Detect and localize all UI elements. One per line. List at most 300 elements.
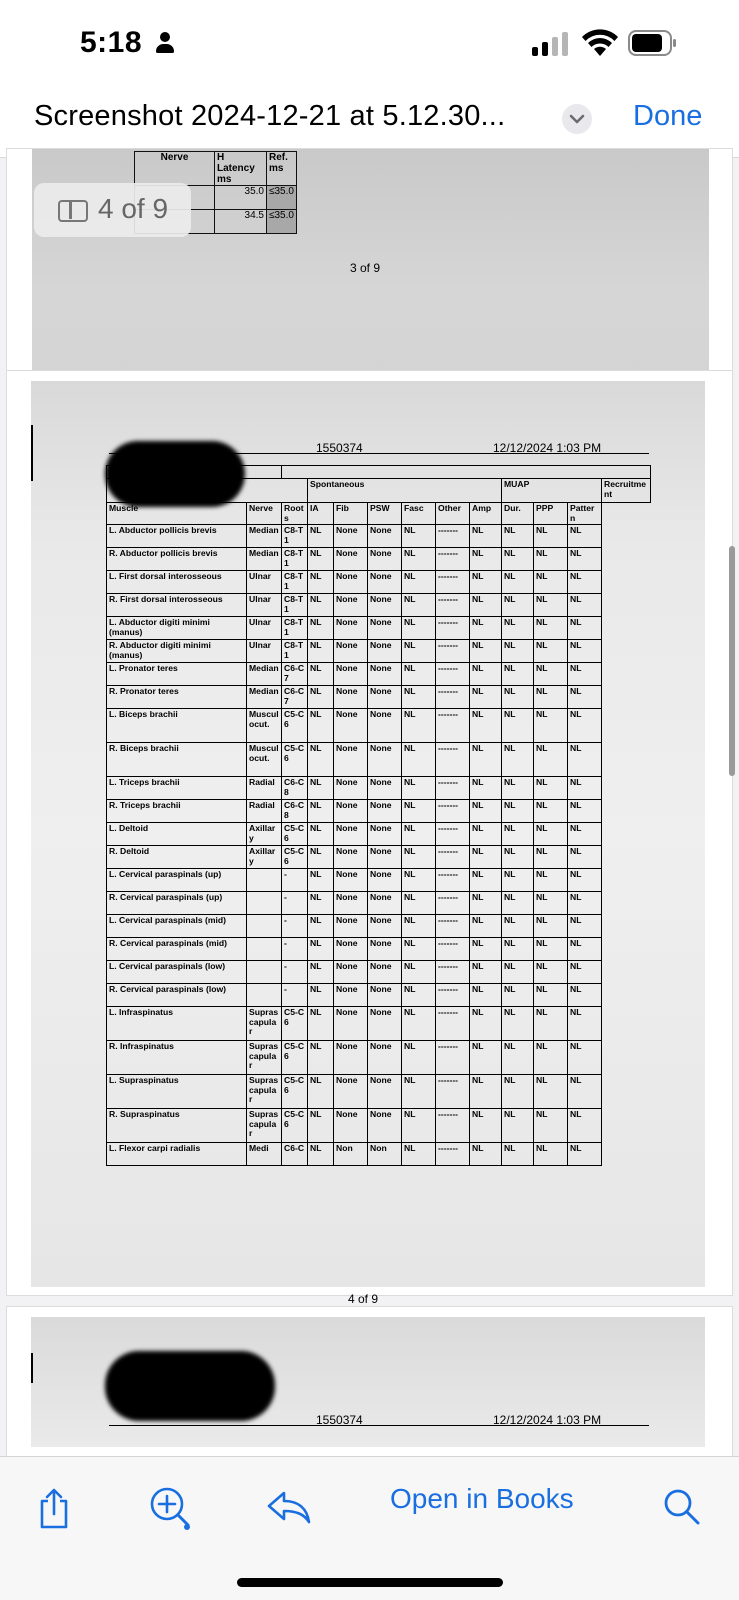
spacer [602, 743, 651, 777]
cell-nerve: Median [247, 686, 282, 709]
cell-roots: C8-T1 [282, 548, 308, 571]
spacer [602, 846, 651, 869]
cell-muscle: R. Cervical paraspinals (mid) [107, 938, 247, 961]
cell-dur: NL [502, 594, 534, 617]
cell-dur: NL [502, 525, 534, 548]
cell-roots: C5-C6 [282, 1075, 308, 1109]
cell-muscle: L. Deltoid [107, 823, 247, 846]
table-title: EMG Summary Table [107, 466, 282, 479]
cell-amp: NL [470, 984, 502, 1007]
spacer [602, 1075, 651, 1109]
cell-other: ------- [436, 709, 470, 743]
cell-fib: None [334, 892, 368, 915]
table-cell: 34.5 [215, 210, 267, 234]
markup-zoom-icon[interactable] [148, 1485, 194, 1531]
home-indicator[interactable] [237, 1578, 503, 1587]
cell-fasc: NL [402, 984, 436, 1007]
cell-other: ------- [436, 743, 470, 777]
page-4 [6, 370, 733, 1306]
cell-muscle: R. Pronator teres [107, 686, 247, 709]
cell-psw: None [368, 594, 402, 617]
cell-nerve: Ulnar [247, 617, 282, 640]
cell-ia: NL [308, 984, 334, 1007]
cell-fib: None [334, 800, 368, 823]
cell-other: ------- [436, 823, 470, 846]
cell-roots: C6-C [282, 1143, 308, 1166]
cell-psw: None [368, 869, 402, 892]
col-header: Fasc [402, 503, 436, 525]
cell-fib: None [334, 743, 368, 777]
cell-ppp: NL [534, 777, 568, 800]
cell-psw: None [368, 548, 402, 571]
table-row [107, 1007, 651, 1041]
cell-dur: NL [502, 915, 534, 938]
cell-muscle: R. Cervical paraspinals (up) [107, 892, 247, 915]
cell-ia: NL [308, 571, 334, 594]
cell-muscle: R. First dorsal interosseous [107, 594, 247, 617]
cell-fasc: NL [402, 1041, 436, 1075]
cell-fasc: NL [402, 548, 436, 571]
spacer [602, 525, 651, 548]
cell-roots: C8-T1 [282, 617, 308, 640]
cell-ppp: NL [534, 663, 568, 686]
cell-ppp: NL [534, 1143, 568, 1166]
cell-ia: NL [308, 892, 334, 915]
cell-fasc: NL [402, 525, 436, 548]
share-icon[interactable] [36, 1487, 72, 1529]
spacer [602, 777, 651, 800]
cell-ppp: NL [534, 1007, 568, 1041]
table-cell: ≤35.0 [267, 210, 297, 234]
cell-muscle: R. Triceps brachii [107, 800, 247, 823]
cell-fib: None [334, 1075, 368, 1109]
cell-other: ------- [436, 892, 470, 915]
cell-muscle: L. Supraspinatus [107, 1075, 247, 1109]
cell-fib: None [334, 548, 368, 571]
page-4-photo [31, 381, 705, 1306]
col-header: Roots [282, 503, 308, 525]
cell-nerve: Suprascapular [247, 1075, 282, 1109]
spacer [602, 800, 651, 823]
table-row [107, 617, 651, 640]
cell-amp: NL [470, 686, 502, 709]
cell-fasc: NL [402, 594, 436, 617]
cell-nerve: Medi [247, 1143, 282, 1166]
cell-pattern: NL [568, 846, 602, 869]
cell-ppp: NL [534, 938, 568, 961]
cell-dur: NL [502, 1007, 534, 1041]
cell-amp: NL [470, 846, 502, 869]
cell-roots: - [282, 915, 308, 938]
cell-muscle: L. Cervical paraspinals (mid) [107, 915, 247, 938]
cell-other: ------- [436, 617, 470, 640]
cell-nerve: Suprascapular [247, 1109, 282, 1143]
cell-psw: None [368, 892, 402, 915]
cell-pattern: NL [568, 709, 602, 743]
cell-fib: None [334, 1041, 368, 1075]
cell-amp: NL [470, 823, 502, 846]
cell-roots: C6-C7 [282, 686, 308, 709]
cell-psw: None [368, 1109, 402, 1143]
spacer [602, 571, 651, 594]
cell-other: ------- [436, 800, 470, 823]
table-row [107, 915, 651, 938]
cell-ppp: NL [534, 743, 568, 777]
cell-amp: NL [470, 1041, 502, 1075]
cell-fasc: NL [402, 709, 436, 743]
cell-ppp: NL [534, 869, 568, 892]
table-row [107, 869, 651, 892]
cell-fasc: NL [402, 617, 436, 640]
cell-dur: NL [502, 892, 534, 915]
cell-other: ------- [436, 686, 470, 709]
cell-other: ------- [436, 846, 470, 869]
cell-psw: None [368, 1075, 402, 1109]
cell-psw: None [368, 800, 402, 823]
cell-pattern: NL [568, 640, 602, 663]
cell-dur: NL [502, 869, 534, 892]
cell-dur: NL [502, 961, 534, 984]
cell-pattern: NL [568, 984, 602, 1007]
cell-other: ------- [436, 984, 470, 1007]
cell-amp: NL [470, 892, 502, 915]
cell-ppp: NL [534, 915, 568, 938]
cell-dur: NL [502, 777, 534, 800]
person-icon [155, 32, 175, 54]
cell-fib: None [334, 640, 368, 663]
col-header: Ref. ms [267, 152, 297, 186]
table-title-spacer [282, 466, 651, 479]
cell-roots: - [282, 984, 308, 1007]
cell-fib: None [334, 823, 368, 846]
cell-psw: None [368, 640, 402, 663]
cell-fasc: NL [402, 915, 436, 938]
cell-psw: None [368, 846, 402, 869]
cell-fasc: NL [402, 777, 436, 800]
page-indicator-label: 4 of 9 [98, 193, 169, 224]
table-row [107, 961, 651, 984]
open-in-books-button[interactable]: Open in Books [390, 1483, 574, 1514]
spacer [602, 984, 651, 1007]
cell-dur: NL [502, 823, 534, 846]
cell-fasc: NL [402, 640, 436, 663]
page-footer: 3 of 9 [350, 261, 381, 275]
cell-muscle: L. Biceps brachii [107, 709, 247, 743]
cell-roots: C5-C6 [282, 743, 308, 777]
cell-muscle: L. Infraspinatus [107, 1007, 247, 1041]
col-header: Pattern [568, 503, 602, 525]
cell-ppp: NL [534, 548, 568, 571]
cell-pattern: NL [568, 663, 602, 686]
cell-ppp: NL [534, 1109, 568, 1143]
cell-dur: NL [502, 743, 534, 777]
cell-psw: None [368, 961, 402, 984]
cell-ppp: NL [534, 617, 568, 640]
cell-fib: None [334, 777, 368, 800]
cell-dur: NL [502, 571, 534, 594]
cell-pattern: NL [568, 800, 602, 823]
spacer [602, 503, 651, 525]
cell-fasc: NL [402, 823, 436, 846]
cell-nerve: Musculocut. [247, 709, 282, 743]
cell-ppp: NL [534, 823, 568, 846]
cell-fasc: NL [402, 1143, 436, 1166]
scan-mark [31, 425, 33, 481]
cell-psw: None [368, 938, 402, 961]
cell-nerve: Radial [247, 800, 282, 823]
cell-ia: NL [308, 525, 334, 548]
status-time: 5:18 [80, 26, 143, 59]
scrollbar[interactable] [729, 546, 735, 776]
cell-nerve: Radial [247, 777, 282, 800]
spacer [602, 594, 651, 617]
cell-ppp: NL [534, 800, 568, 823]
cell-amp: NL [470, 640, 502, 663]
table-row [107, 984, 651, 1007]
document-viewer[interactable] [0, 152, 739, 1456]
cell-dur: NL [502, 640, 534, 663]
cell-ia: NL [308, 617, 334, 640]
search-icon[interactable] [662, 1487, 702, 1527]
cell-amp: NL [470, 869, 502, 892]
cell-psw: None [368, 617, 402, 640]
table-row [107, 846, 651, 869]
cell-pattern: NL [568, 571, 602, 594]
cell-ppp: NL [534, 709, 568, 743]
cell-ia: NL [308, 663, 334, 686]
table-cell: ≤35.0 [267, 186, 297, 210]
cell-ppp: NL [534, 640, 568, 663]
page-footer: 4 of 9 [348, 1292, 379, 1306]
spacer [602, 1007, 651, 1041]
spacer [602, 686, 651, 709]
document-title[interactable]: Screenshot 2024-12-21 at 5.12.30... [34, 100, 506, 132]
page-5 [6, 1306, 733, 1466]
cell-ia: NL [308, 743, 334, 777]
table-row [107, 1109, 651, 1143]
cell-muscle: R. Abductor pollicis brevis [107, 548, 247, 571]
table-row [107, 640, 651, 663]
cell-nerve: Musculocut. [247, 743, 282, 777]
cell-fib: None [334, 1109, 368, 1143]
cell-nerve [247, 984, 282, 1007]
cell-ia: NL [308, 1075, 334, 1109]
cell-amp: NL [470, 663, 502, 686]
cell-pattern: NL [568, 1109, 602, 1143]
cell-roots: C8-T1 [282, 525, 308, 548]
cell-pattern: NL [568, 1007, 602, 1041]
cell-nerve: Ulnar [247, 640, 282, 663]
group-header: Spontaneous [308, 479, 502, 503]
cell-amp: NL [470, 525, 502, 548]
cell-pattern: NL [568, 1075, 602, 1109]
cell-other: ------- [436, 1143, 470, 1166]
cell-nerve: Median [247, 525, 282, 548]
done-button[interactable]: Done [633, 100, 703, 132]
cell-nerve: Median [247, 663, 282, 686]
cell-muscle: L. Cervical paraspinals (up) [107, 869, 247, 892]
wifi-icon [580, 28, 620, 58]
cell-ia: NL [308, 709, 334, 743]
cell-roots: - [282, 961, 308, 984]
cell-pattern: NL [568, 938, 602, 961]
table-row [107, 663, 651, 686]
cell-psw: None [368, 743, 402, 777]
cell-psw: None [368, 525, 402, 548]
spacer [602, 1041, 651, 1075]
cell-nerve: Ulnar [247, 571, 282, 594]
spacer [602, 548, 651, 571]
cell-fasc: NL [402, 892, 436, 915]
cell-psw: None [368, 1041, 402, 1075]
cell-nerve [247, 961, 282, 984]
spacer [602, 961, 651, 984]
cell-pattern: NL [568, 1041, 602, 1075]
cell-fib: None [334, 571, 368, 594]
cell-ppp: NL [534, 846, 568, 869]
emg-table-body [107, 525, 651, 1166]
cell-ia: NL [308, 938, 334, 961]
reply-icon[interactable] [266, 1489, 312, 1525]
cell-psw: None [368, 663, 402, 686]
col-header: PPP [534, 503, 568, 525]
page-indicator[interactable] [34, 183, 191, 237]
cell-psw: None [368, 823, 402, 846]
cell-roots: C8-T1 [282, 594, 308, 617]
cell-ppp: NL [534, 1075, 568, 1109]
cell-dur: NL [502, 938, 534, 961]
chevron-down-icon [562, 104, 592, 134]
cell-fib: None [334, 663, 368, 686]
spacer [602, 869, 651, 892]
cell-roots: C8-T1 [282, 640, 308, 663]
table-row [107, 1143, 651, 1166]
cell-pattern: NL [568, 823, 602, 846]
cell-other: ------- [436, 548, 470, 571]
group-header: MUAP [502, 479, 602, 503]
cell-roots: C5-C6 [282, 823, 308, 846]
table-row [107, 709, 651, 743]
cell-dur: NL [502, 709, 534, 743]
cell-ia: NL [308, 823, 334, 846]
cell-pattern: NL [568, 525, 602, 548]
spacer [602, 938, 651, 961]
cell-roots: C6-C8 [282, 800, 308, 823]
table-row [107, 743, 651, 777]
cell-other: ------- [436, 915, 470, 938]
cell-other: ------- [436, 594, 470, 617]
scan-mark [31, 1353, 33, 1383]
table-row [107, 800, 651, 823]
cell-fasc: NL [402, 1109, 436, 1143]
cell-fasc: NL [402, 869, 436, 892]
cell-pattern: NL [568, 892, 602, 915]
group-header-spacer [107, 479, 308, 503]
cell-pattern: NL [568, 915, 602, 938]
table-row [107, 1075, 651, 1109]
cell-roots: - [282, 892, 308, 915]
col-header: Nerve [135, 152, 215, 186]
cell-amp: NL [470, 571, 502, 594]
cell-nerve: Median [247, 548, 282, 571]
table-row [107, 525, 651, 548]
table-row [107, 594, 651, 617]
title-menu-button[interactable] [562, 104, 592, 134]
cell-fib: None [334, 525, 368, 548]
cell-muscle: R. Abductor digiti minimi (manus) [107, 640, 247, 663]
cell-other: ------- [436, 869, 470, 892]
cell-ia: NL [308, 846, 334, 869]
cell-dur: NL [502, 617, 534, 640]
record-datetime: 12/12/2024 1:03 PM [493, 441, 602, 455]
cell-psw: Non [368, 1143, 402, 1166]
spacer [602, 1143, 651, 1166]
cell-nerve [247, 938, 282, 961]
spacer [602, 640, 651, 663]
cell-muscle: R. Infraspinatus [107, 1041, 247, 1075]
cell-nerve: Suprascapular [247, 1041, 282, 1075]
cell-amp: NL [470, 1109, 502, 1143]
cellular-signal-icon [532, 30, 572, 56]
page-5-photo [31, 1317, 705, 1447]
cell-amp: NL [470, 594, 502, 617]
battery-icon [628, 30, 678, 56]
cell-amp: NL [470, 800, 502, 823]
spacer [602, 709, 651, 743]
cell-amp: NL [470, 777, 502, 800]
cell-ia: NL [308, 1109, 334, 1143]
cell-muscle: R. Cervical paraspinals (low) [107, 984, 247, 1007]
cell-dur: NL [502, 1143, 534, 1166]
cell-fasc: NL [402, 1007, 436, 1041]
status-bar [0, 0, 739, 90]
spacer [602, 663, 651, 686]
table-row [107, 777, 651, 800]
cell-amp: NL [470, 1143, 502, 1166]
cell-ia: NL [308, 777, 334, 800]
cell-ppp: NL [534, 961, 568, 984]
cell-dur: NL [502, 984, 534, 1007]
cell-pattern: NL [568, 1143, 602, 1166]
table-row [107, 892, 651, 915]
cell-pattern: NL [568, 777, 602, 800]
col-header: PSW [368, 503, 402, 525]
cell-nerve: Axillary [247, 846, 282, 869]
cell-muscle: R. Supraspinatus [107, 1109, 247, 1143]
cell-roots: C5-C6 [282, 846, 308, 869]
cell-ppp: NL [534, 892, 568, 915]
cell-nerve: Suprascapular [247, 1007, 282, 1041]
spacer [602, 915, 651, 938]
table-row [107, 571, 651, 594]
cell-ia: NL [308, 686, 334, 709]
cell-amp: NL [470, 709, 502, 743]
cell-other: ------- [436, 571, 470, 594]
col-header: Fib [334, 503, 368, 525]
redaction-mark [105, 1351, 275, 1421]
cell-roots: - [282, 869, 308, 892]
cell-fasc: NL [402, 961, 436, 984]
cell-roots: C5-C6 [282, 1041, 308, 1075]
cell-other: ------- [436, 961, 470, 984]
cell-other: ------- [436, 663, 470, 686]
cell-ia: NL [308, 1143, 334, 1166]
cell-ia: NL [308, 1007, 334, 1041]
cell-nerve [247, 892, 282, 915]
table-row [107, 1041, 651, 1075]
table-row [107, 686, 651, 709]
cell-fib: None [334, 961, 368, 984]
